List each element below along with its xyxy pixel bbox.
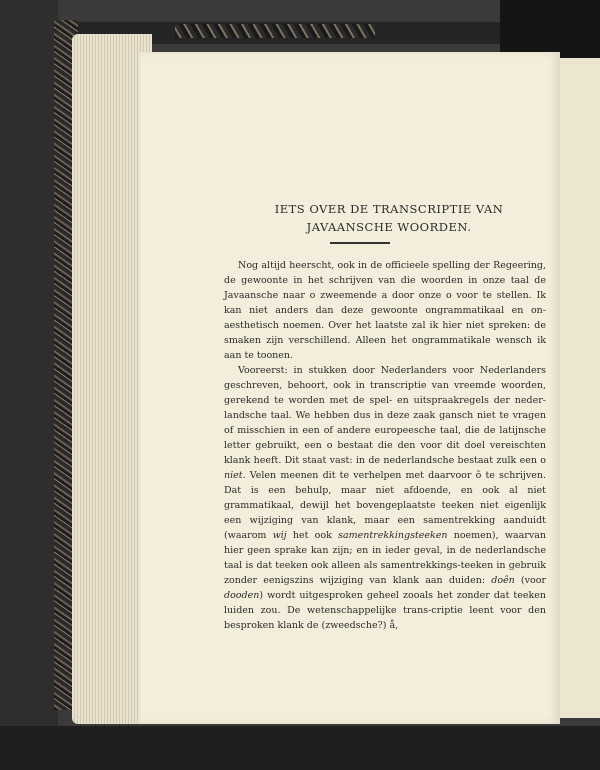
marbled-cover-top [175, 24, 375, 38]
paragraph-2-part-c: het ook [286, 530, 339, 541]
background-left [0, 0, 58, 770]
title-rule [330, 242, 390, 244]
paragraph-2-part-b: Velen meenen dit te verhelpen met daarvoor ô te schrijven. Dat is een behulp, maar niet afdoende, en ook al niet grammatikaal, dewijl het bovengeplaatste teeken niet eigenlijk een wijziging van klank, maar een samentrekking aanduidt (waarom [224, 470, 546, 541]
paragraph-2-part-e: (voor [514, 575, 546, 586]
emphasis-wij: wij [272, 530, 287, 541]
paragraph-2-part-a: Vooreerst: in stukken door Nederlanders voor Nederlanders geschreven, behoort, ook in transcriptie van vreemde woorden, gerekend te worden met de spel- en uitspraakregels der neder-landsche taal. We hebben dus in deze zaak gansch niet te vragen of misschien in een of andere europeesche taal, die de latijnsche letter gebruikt, een o bestaat die den voor dit doel vereischten klank heeft. Dit staat vast: in de nederlandsche bestaat zulk een o [224, 365, 546, 466]
body-text [224, 258, 546, 633]
paragraph-2 [224, 363, 546, 633]
emphasis-niet: niet. [224, 470, 246, 481]
facing-page-edge [558, 58, 600, 718]
paragraph-2-part-f: ) wordt uitgesproken geheel zooals het zonder dat teeken luiden zou. De wetenschappelijke trans-criptie leent voor den besproken klank de (zweedsche?) å, [224, 590, 546, 631]
title-line-2: JAVAANSCHE WOORDEN. [306, 220, 472, 234]
article-title [224, 200, 554, 236]
paragraph-1: Nog altijd heerscht, ook in de officieele spelling der Regeering, de gewoonte in het schrijven van die woorden in onze taal de Javaansche naar o zweemende a door onze o voor te stellen. Ik kan niet anders dan deze gewoonte ongrammatikaal en on-aesthetisch noemen. Over het laatste zal ik hier niet spreken: de smaken zijn verschillend. Alleen het ongrammatikale wensch ik aan te toonen. [224, 260, 546, 361]
emphasis-doen: doên [491, 575, 515, 586]
emphasis-samentrekkingsteeken: samentrekkingsteeken [338, 530, 448, 541]
background-bottom [0, 726, 600, 770]
paragraph-2-part-d: noemen), waarvan hier geen sprake kan zijn; en in ieder geval, in de nederlandsche taal is dat teeken ook alleen als samentrekkings-teeken in gebruik zonder eenigszins wijziging van klank aan duiden: [224, 530, 546, 586]
emphasis-dooden: dooden [224, 590, 260, 601]
book-page [140, 52, 560, 724]
title-line-1: IETS OVER DE TRANSCRIPTIE VAN [274, 202, 504, 216]
background-right [500, 0, 600, 60]
